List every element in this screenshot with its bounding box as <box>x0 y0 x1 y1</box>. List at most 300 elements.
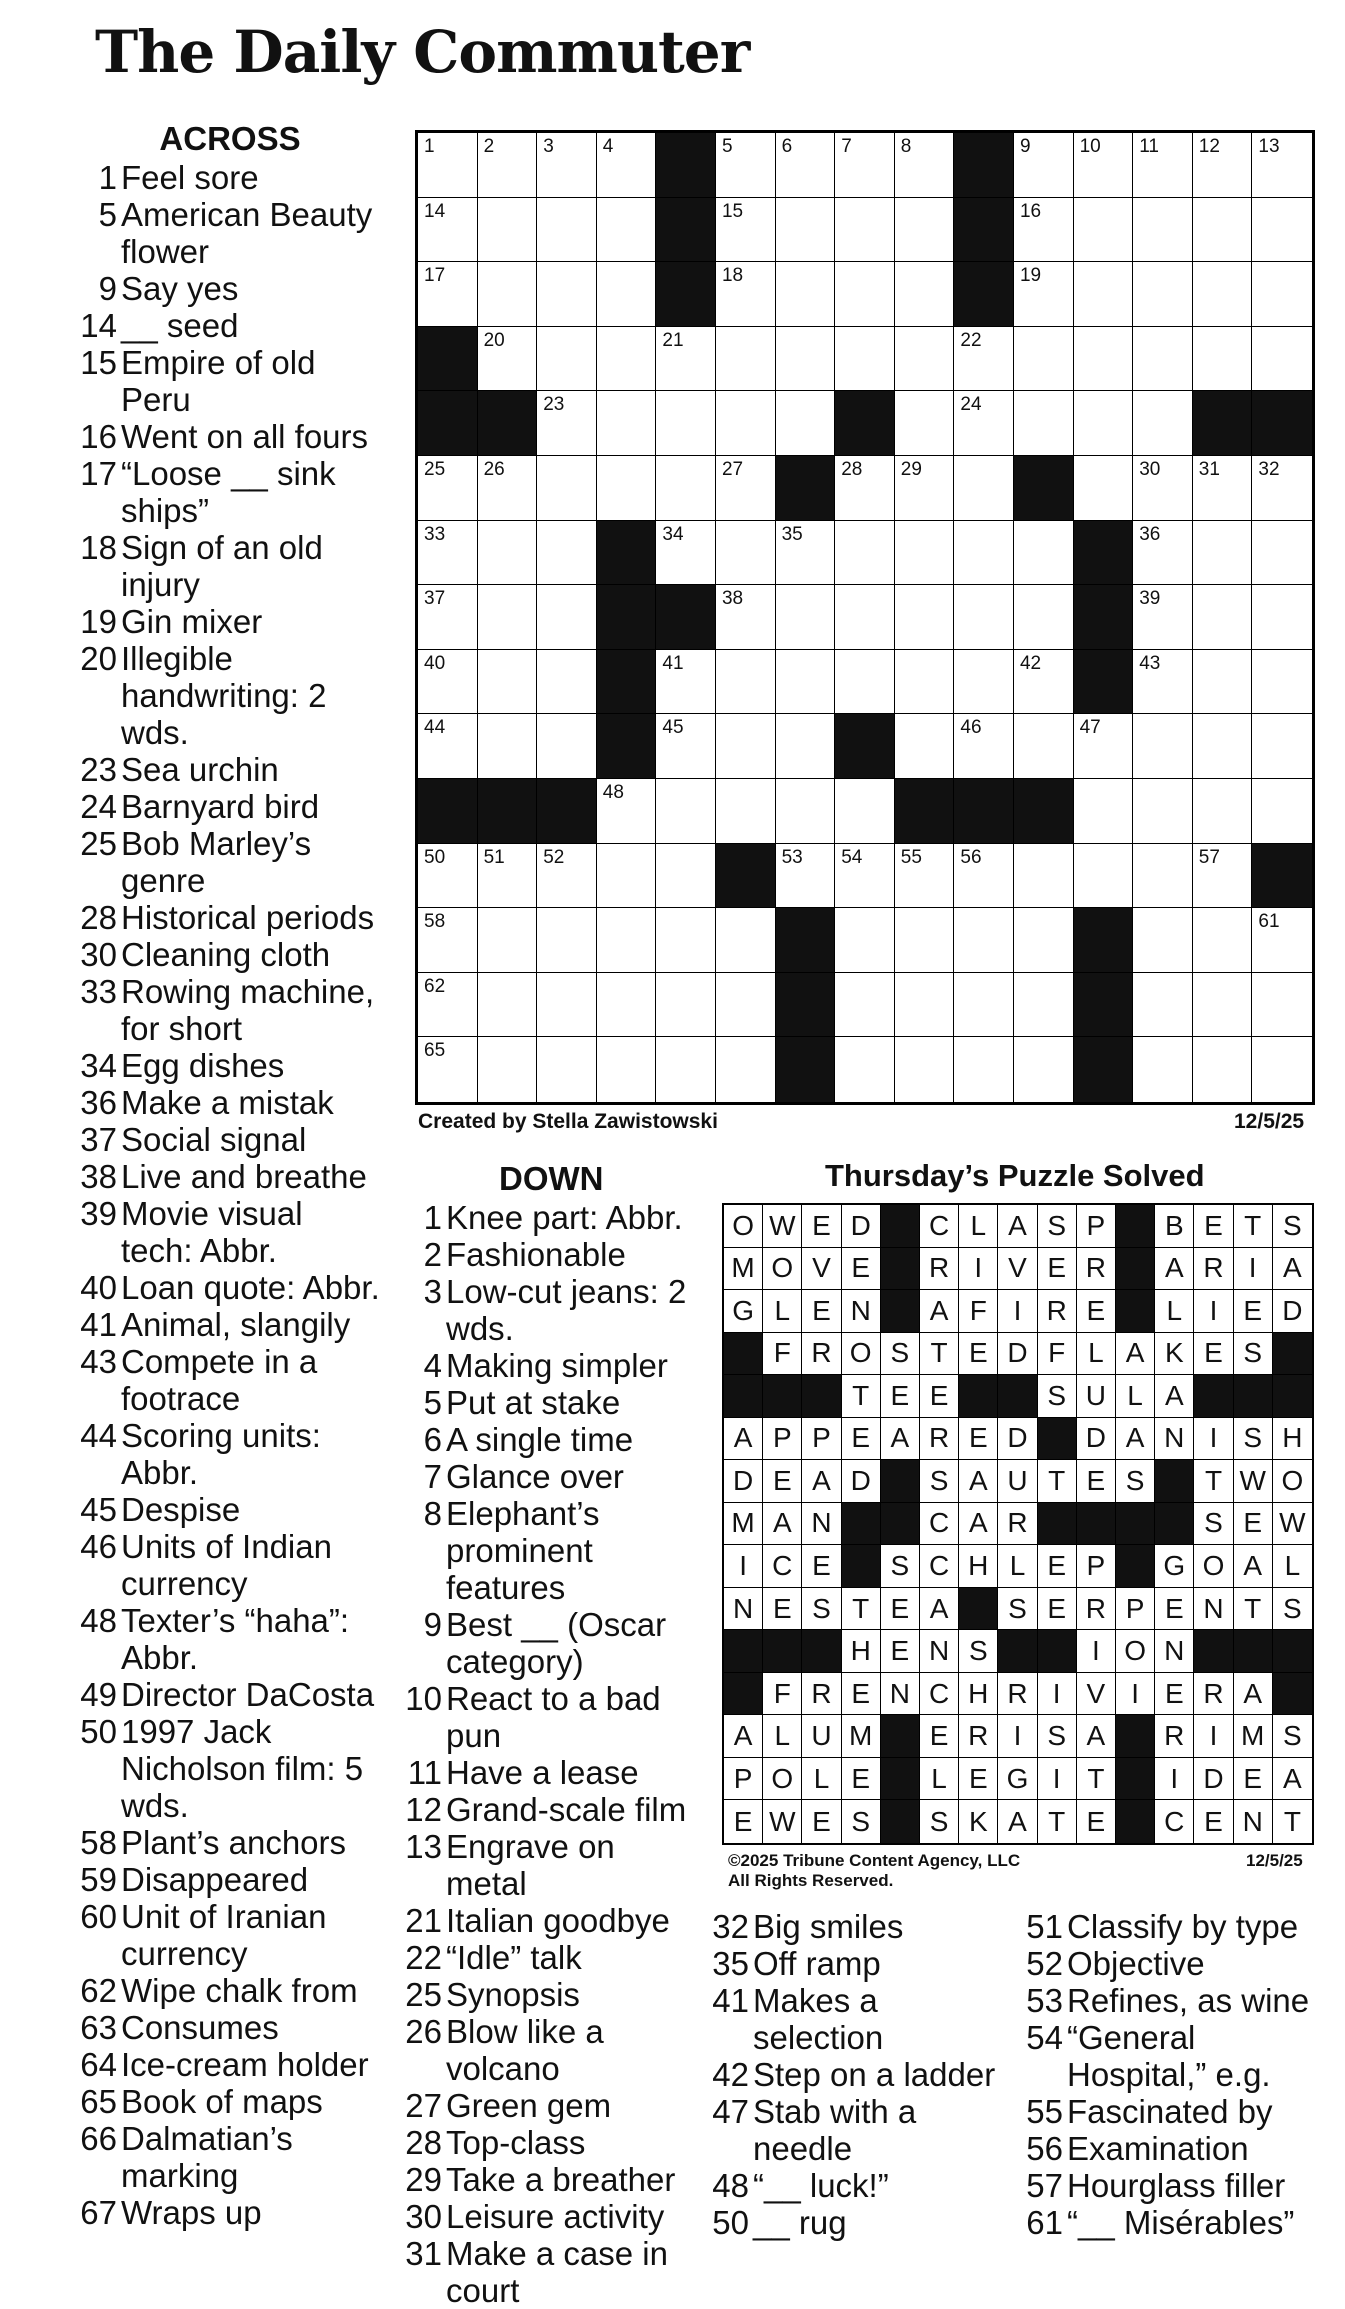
grid-cell[interactable] <box>537 327 597 392</box>
clue <box>405 1421 700 1458</box>
grid-cell[interactable] <box>835 908 895 973</box>
grid-cell[interactable] <box>597 456 657 521</box>
grid-cell[interactable] <box>895 908 955 973</box>
clue-text: Unit of Iranian currency <box>121 1898 327 1972</box>
grid-cell[interactable] <box>776 133 836 198</box>
clue-number: 57 <box>1026 2167 1063 2204</box>
solution-black-square <box>959 1375 998 1418</box>
grid-cell[interactable] <box>537 391 597 456</box>
clue <box>80 1972 380 2009</box>
grid-cell[interactable] <box>895 133 955 198</box>
grid-cell[interactable] <box>835 779 895 844</box>
grid-cell[interactable] <box>835 650 895 715</box>
solution-cell: D <box>1194 1758 1233 1801</box>
grid-cell[interactable] <box>895 973 955 1038</box>
grid-cell[interactable] <box>716 391 776 456</box>
solution-black-square <box>881 1290 920 1333</box>
grid-cell[interactable] <box>895 1037 955 1102</box>
grid-cell[interactable] <box>1014 327 1074 392</box>
grid-cell[interactable] <box>1193 521 1253 586</box>
grid-cell[interactable] <box>954 585 1014 650</box>
grid-cell[interactable] <box>1252 262 1312 327</box>
grid-cell[interactable] <box>954 714 1014 779</box>
cell-number: 57 <box>1198 846 1220 868</box>
grid-cell[interactable] <box>656 456 716 521</box>
clue-text: “__ Misérables” <box>1067 2204 1295 2241</box>
solution-black-square <box>842 1503 881 1546</box>
grid-cell[interactable] <box>895 714 955 779</box>
grid-cell[interactable] <box>895 391 955 456</box>
solution-black-square <box>763 1630 802 1673</box>
grid-cell[interactable] <box>418 456 478 521</box>
grid-cell[interactable] <box>537 844 597 909</box>
grid-cell[interactable] <box>716 779 776 844</box>
clue-text: Animal, slangily <box>121 1306 351 1343</box>
grid-cell[interactable] <box>776 844 836 909</box>
grid-cell[interactable] <box>1133 908 1193 973</box>
grid-cell[interactable] <box>418 262 478 327</box>
grid-cell[interactable] <box>418 133 478 198</box>
grid-cell[interactable] <box>716 133 776 198</box>
solution-title: Thursday’s Puzzle Solved <box>825 1158 1205 1193</box>
solution-cell: E <box>763 1460 802 1503</box>
clue <box>1026 2019 1326 2093</box>
grid-cell[interactable] <box>776 327 836 392</box>
solution-cell: S <box>1234 1418 1273 1461</box>
solution-cell: E <box>1077 1460 1116 1503</box>
solution-black-square <box>802 1630 841 1673</box>
grid-cell[interactable] <box>478 650 538 715</box>
grid-cell[interactable] <box>1133 521 1193 586</box>
grid-cell[interactable] <box>1133 779 1193 844</box>
solution-black-square <box>724 1630 763 1673</box>
clue <box>405 2198 700 2235</box>
grid-cell[interactable] <box>656 650 716 715</box>
clue <box>405 2235 700 2309</box>
grid-cell[interactable] <box>1074 262 1134 327</box>
solution-black-square <box>1116 1800 1155 1843</box>
grid-cell[interactable] <box>656 844 716 909</box>
grid-cell[interactable] <box>1193 327 1253 392</box>
clue-text: Disappeared <box>121 1861 309 1898</box>
clue <box>80 973 380 1047</box>
grid-cell[interactable] <box>1252 650 1312 715</box>
grid-cell[interactable] <box>418 973 478 1038</box>
grid-cell[interactable] <box>716 198 776 263</box>
cell-number: 24 <box>960 394 982 416</box>
grid-cell[interactable] <box>954 391 1014 456</box>
clue <box>80 270 380 307</box>
grid-cell[interactable] <box>1193 779 1253 844</box>
grid-cell[interactable] <box>835 262 895 327</box>
grid-cell[interactable] <box>954 1037 1014 1102</box>
grid-cell[interactable] <box>1252 779 1312 844</box>
grid-cell[interactable] <box>418 1037 478 1102</box>
grid-cell[interactable] <box>1133 585 1193 650</box>
grid-cell[interactable] <box>656 714 716 779</box>
clue <box>1026 2204 1326 2241</box>
grid-cell[interactable] <box>1133 327 1193 392</box>
cell-number: 4 <box>602 136 614 157</box>
clue <box>80 1195 380 1269</box>
solution-black-square <box>1038 1418 1077 1461</box>
grid-cell[interactable] <box>1133 391 1193 456</box>
solution-black-square <box>1077 1503 1116 1546</box>
grid-cell[interactable] <box>478 327 538 392</box>
grid-cell[interactable] <box>656 391 716 456</box>
grid-cell[interactable] <box>1074 327 1134 392</box>
grid-cell[interactable] <box>716 908 776 973</box>
grid-cell[interactable] <box>776 585 836 650</box>
clue-text: Italian goodbye <box>446 1902 670 1939</box>
grid-cell[interactable] <box>835 521 895 586</box>
grid-cell[interactable] <box>1193 714 1253 779</box>
cell-number: 11 <box>1139 136 1159 157</box>
grid-cell[interactable] <box>1252 585 1312 650</box>
grid-cell[interactable] <box>1014 585 1074 650</box>
solution-cell: N <box>842 1290 881 1333</box>
crossword-grid[interactable] <box>415 130 1315 1105</box>
black-square <box>418 327 478 392</box>
solution-cell: U <box>1077 1375 1116 1418</box>
grid-cell[interactable] <box>537 521 597 586</box>
grid-cell[interactable] <box>418 585 478 650</box>
grid-cell[interactable] <box>418 908 478 973</box>
clue-number: 44 <box>80 1417 117 1454</box>
grid-cell[interactable] <box>776 391 836 456</box>
solution-cell: E <box>1077 1290 1116 1333</box>
clue-text: American Beauty flower <box>121 196 373 270</box>
clue-text: Cleaning cloth <box>121 936 331 973</box>
solution-cell: D <box>998 1418 1037 1461</box>
cell-number: 45 <box>662 717 684 739</box>
clue-text: Engrave on metal <box>446 1828 615 1902</box>
clue <box>405 1495 700 1606</box>
grid-cell[interactable] <box>537 198 597 263</box>
grid-cell[interactable] <box>1133 198 1193 263</box>
clue <box>405 1347 700 1384</box>
grid-cell[interactable] <box>597 262 657 327</box>
grid-cell[interactable] <box>1074 714 1134 779</box>
grid-cell[interactable] <box>597 908 657 973</box>
grid-cell[interactable] <box>1193 973 1253 1038</box>
solution-cell: O <box>763 1758 802 1801</box>
solution-cell: P <box>1077 1545 1116 1588</box>
grid-cell[interactable] <box>1014 198 1074 263</box>
grid-cell[interactable] <box>954 650 1014 715</box>
clue <box>80 751 380 788</box>
grid-cell[interactable] <box>895 456 955 521</box>
clue <box>405 2124 700 2161</box>
grid-cell[interactable] <box>716 585 776 650</box>
grid-cell[interactable] <box>835 1037 895 1102</box>
clue-text: Blow like a volcano <box>446 2013 604 2087</box>
grid-cell[interactable] <box>895 650 955 715</box>
grid-cell[interactable] <box>597 133 657 198</box>
grid-cell[interactable] <box>597 1037 657 1102</box>
solution-cell: T <box>1234 1588 1273 1631</box>
grid-cell[interactable] <box>1133 262 1193 327</box>
solution-black-square <box>763 1375 802 1418</box>
solution-black-square <box>1116 1545 1155 1588</box>
solution-cell: S <box>842 1800 881 1843</box>
clue-text: Rowing machine, for short <box>121 973 375 1047</box>
grid-cell[interactable] <box>597 327 657 392</box>
grid-cell[interactable] <box>478 1037 538 1102</box>
clue-number: 62 <box>80 1972 117 2009</box>
solution-black-square <box>1273 1630 1312 1673</box>
solution-black-square <box>1038 1630 1077 1673</box>
grid-cell[interactable] <box>1074 133 1134 198</box>
grid-cell[interactable] <box>537 133 597 198</box>
grid-cell[interactable] <box>776 198 836 263</box>
grid-cell[interactable] <box>954 327 1014 392</box>
grid-cell[interactable] <box>1133 844 1193 909</box>
grid-cell[interactable] <box>1014 844 1074 909</box>
clue <box>405 1939 700 1976</box>
grid-cell[interactable] <box>1193 262 1253 327</box>
clue <box>405 1791 700 1828</box>
grid-cell[interactable] <box>597 198 657 263</box>
grid-cell[interactable] <box>1014 714 1074 779</box>
grid-cell[interactable] <box>835 973 895 1038</box>
solution-cell: D <box>1273 1290 1312 1333</box>
grid-cell[interactable] <box>1133 1037 1193 1102</box>
grid-cell[interactable] <box>954 844 1014 909</box>
grid-cell[interactable] <box>895 844 955 909</box>
solution-cell: E <box>920 1375 959 1418</box>
grid-cell[interactable] <box>1014 973 1074 1038</box>
clue-number: 42 <box>712 2056 749 2093</box>
clue <box>80 603 380 640</box>
clue-number: 33 <box>80 973 117 1010</box>
grid-cell[interactable] <box>1133 973 1193 1038</box>
grid-cell[interactable] <box>1252 198 1312 263</box>
black-square <box>835 714 895 779</box>
clue-text: Sign of an old injury <box>121 529 323 603</box>
grid-cell[interactable] <box>1252 133 1312 198</box>
grid-cell[interactable] <box>1133 133 1193 198</box>
grid-cell[interactable] <box>478 456 538 521</box>
grid-cell[interactable] <box>656 908 716 973</box>
grid-cell[interactable] <box>478 133 538 198</box>
grid-cell[interactable] <box>478 585 538 650</box>
solution-cell: D <box>842 1460 881 1503</box>
grid-cell[interactable] <box>716 1037 776 1102</box>
grid-cell[interactable] <box>776 521 836 586</box>
grid-cell[interactable] <box>716 973 776 1038</box>
grid-cell[interactable] <box>835 198 895 263</box>
grid-cell[interactable] <box>895 521 955 586</box>
clue-text: Feel sore <box>121 159 259 196</box>
grid-cell[interactable] <box>597 844 657 909</box>
grid-cell[interactable] <box>597 391 657 456</box>
grid-cell[interactable] <box>1014 521 1074 586</box>
solution-cell: S <box>920 1800 959 1843</box>
clue <box>80 529 380 603</box>
grid-cell[interactable] <box>1252 908 1312 973</box>
grid-cell[interactable] <box>716 650 776 715</box>
clue-text: Synopsis <box>446 1976 580 2013</box>
grid-cell[interactable] <box>1252 456 1312 521</box>
grid-cell[interactable] <box>1252 521 1312 586</box>
grid-cell[interactable] <box>835 844 895 909</box>
grid-cell[interactable] <box>478 262 538 327</box>
clue <box>712 1908 1012 1945</box>
grid-cell[interactable] <box>478 973 538 1038</box>
clue-number: 36 <box>80 1084 117 1121</box>
grid-cell[interactable] <box>418 844 478 909</box>
solution-black-square <box>998 1375 1037 1418</box>
solution-cell: S <box>881 1545 920 1588</box>
grid-cell[interactable] <box>776 779 836 844</box>
clue-text: Make a mistak <box>121 1084 334 1121</box>
solution-cell: P <box>724 1758 763 1801</box>
grid-cell[interactable] <box>537 714 597 779</box>
grid-cell[interactable] <box>478 521 538 586</box>
clue <box>80 1343 380 1417</box>
grid-cell[interactable] <box>537 585 597 650</box>
grid-cell[interactable] <box>895 198 955 263</box>
grid-cell[interactable] <box>776 650 836 715</box>
grid-cell[interactable] <box>1193 1037 1253 1102</box>
solution-black-square <box>1194 1375 1233 1418</box>
grid-cell[interactable] <box>1014 1037 1074 1102</box>
grid-cell[interactable] <box>1014 650 1074 715</box>
grid-cell[interactable] <box>478 908 538 973</box>
grid-cell[interactable] <box>716 521 776 586</box>
solution-cell: E <box>1234 1503 1273 1546</box>
grid-cell[interactable] <box>1252 714 1312 779</box>
grid-cell[interactable] <box>776 262 836 327</box>
cell-number: 23 <box>543 394 565 416</box>
grid-cell[interactable] <box>418 714 478 779</box>
grid-cell[interactable] <box>954 908 1014 973</box>
grid-cell[interactable] <box>1193 133 1253 198</box>
grid-cell[interactable] <box>1014 133 1074 198</box>
black-square <box>597 585 657 650</box>
clue <box>80 159 380 196</box>
grid-cell[interactable] <box>1133 456 1193 521</box>
grid-cell[interactable] <box>418 198 478 263</box>
grid-cell[interactable] <box>1014 908 1074 973</box>
solution-cell: V <box>1077 1673 1116 1716</box>
grid-cell[interactable] <box>1014 262 1074 327</box>
cell-number: 31 <box>1198 458 1220 480</box>
grid-cell[interactable] <box>835 456 895 521</box>
grid-cell[interactable] <box>716 327 776 392</box>
grid-cell[interactable] <box>597 973 657 1038</box>
grid-cell[interactable] <box>656 1037 716 1102</box>
grid-cell[interactable] <box>954 521 1014 586</box>
grid-cell[interactable] <box>1133 650 1193 715</box>
grid-cell[interactable] <box>537 650 597 715</box>
grid-cell[interactable] <box>1074 844 1134 909</box>
grid-cell[interactable] <box>1074 779 1134 844</box>
solution-cell: U <box>998 1460 1037 1503</box>
grid-cell[interactable] <box>954 973 1014 1038</box>
grid-cell[interactable] <box>835 133 895 198</box>
grid-cell[interactable] <box>1193 650 1253 715</box>
clue-number: 28 <box>405 2124 442 2161</box>
clue-number: 10 <box>405 1680 442 1717</box>
grid-cell[interactable] <box>895 262 955 327</box>
clue-text: Ice-cream holder <box>121 2046 369 2083</box>
solution-cell: R <box>802 1333 841 1376</box>
grid-cell[interactable] <box>1193 585 1253 650</box>
grid-cell[interactable] <box>1193 198 1253 263</box>
grid-cell[interactable] <box>1193 456 1253 521</box>
clue-number: 9 <box>98 270 117 307</box>
grid-cell[interactable] <box>478 198 538 263</box>
grid-cell[interactable] <box>418 650 478 715</box>
grid-cell[interactable] <box>1133 714 1193 779</box>
solution-cell: E <box>802 1545 841 1588</box>
grid-cell[interactable] <box>478 844 538 909</box>
grid-cell[interactable] <box>1193 844 1253 909</box>
grid-cell[interactable] <box>954 456 1014 521</box>
grid-cell[interactable] <box>656 521 716 586</box>
solution-cell: N <box>802 1503 841 1546</box>
clue-text: Loan quote: Abbr. <box>121 1269 380 1306</box>
black-square <box>1074 585 1134 650</box>
grid-cell[interactable] <box>1074 198 1134 263</box>
grid-cell[interactable] <box>537 908 597 973</box>
grid-cell[interactable] <box>478 714 538 779</box>
grid-cell[interactable] <box>1252 1037 1312 1102</box>
grid-cell[interactable] <box>1074 391 1134 456</box>
clue <box>80 1676 380 1713</box>
grid-cell[interactable] <box>895 327 955 392</box>
grid-cell[interactable] <box>835 327 895 392</box>
grid-cell[interactable] <box>716 714 776 779</box>
grid-cell[interactable] <box>1252 973 1312 1038</box>
grid-cell[interactable] <box>656 327 716 392</box>
grid-cell[interactable] <box>537 456 597 521</box>
clue-text: Stab with a needle <box>753 2093 917 2167</box>
grid-cell[interactable] <box>1014 391 1074 456</box>
solution-black-square <box>842 1545 881 1588</box>
grid-cell[interactable] <box>537 973 597 1038</box>
clue-text: Fashionable <box>446 1236 626 1273</box>
grid-cell[interactable] <box>716 262 776 327</box>
clue-number: 47 <box>712 2093 749 2130</box>
solution-cell: R <box>1194 1248 1233 1291</box>
copyright <box>728 1851 1020 1891</box>
clue-text: Have a lease <box>446 1754 639 1791</box>
grid-cell[interactable] <box>776 714 836 779</box>
grid-cell[interactable] <box>656 779 716 844</box>
grid-cell[interactable] <box>895 585 955 650</box>
grid-cell[interactable] <box>597 779 657 844</box>
grid-cell[interactable] <box>1252 327 1312 392</box>
solution-cell: I <box>998 1290 1037 1333</box>
grid-cell[interactable] <box>1074 456 1134 521</box>
grid-cell[interactable] <box>537 262 597 327</box>
solution-cell: S <box>802 1588 841 1631</box>
grid-cell[interactable] <box>1193 908 1253 973</box>
grid-cell[interactable] <box>835 585 895 650</box>
solution-cell: F <box>763 1673 802 1716</box>
grid-cell[interactable] <box>656 973 716 1038</box>
grid-cell[interactable] <box>418 521 478 586</box>
cell-number: 36 <box>1139 523 1161 545</box>
clue-text: A single time <box>446 1421 634 1458</box>
grid-cell[interactable] <box>716 456 776 521</box>
clue-text: Top-class <box>446 2124 586 2161</box>
clue <box>405 2161 700 2198</box>
grid-cell[interactable] <box>537 1037 597 1102</box>
